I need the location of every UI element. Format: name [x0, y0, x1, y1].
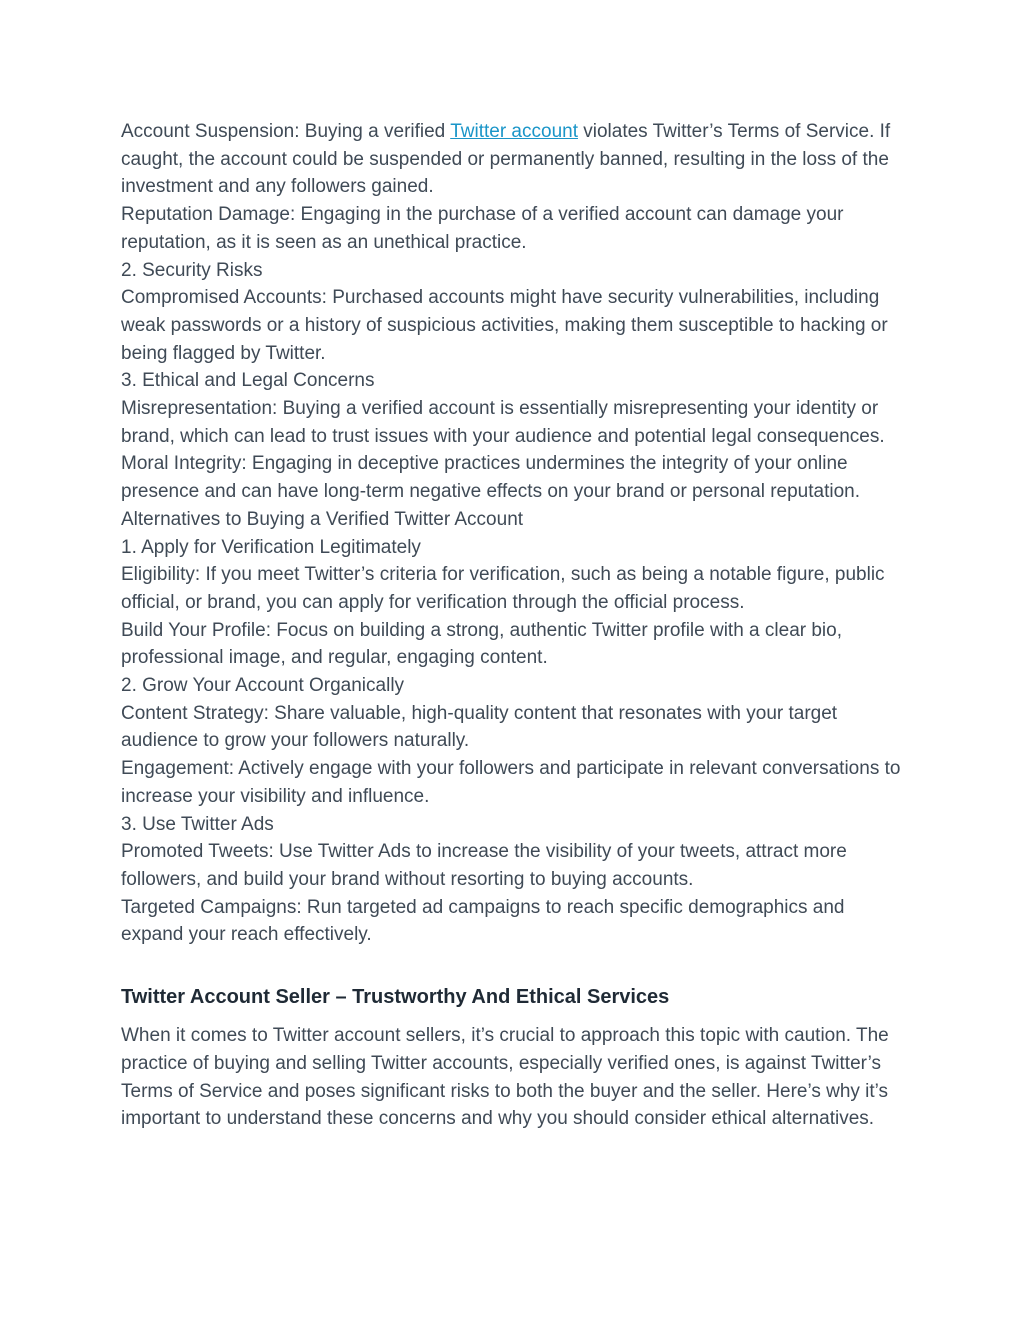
subheading-grow-organically: 2. Grow Your Account Organically — [121, 675, 405, 697]
paragraph-moral-integrity: Moral Integrity: Engaging in deceptive practices undermines the integrity of your online presence and can have long-term negative effects on your brand or personal reputation. — [121, 453, 861, 503]
paragraph-misrepresentation: Misrepresentation: Buying a verified account is essentially misrepresenting your identity or brand, which can lead to trust issues with your audience and potential legal consequences. — [121, 398, 885, 447]
paragraph-targeted-campaigns: Targeted Campaigns: Run targeted ad campaigns to reach specific demographics and expand your reach effectively. — [121, 896, 845, 946]
subheading-apply-verification: 1. Apply for Verification Legitimately — [121, 536, 421, 558]
section-heading: Twitter Account Seller – Trustworthy And Ethical Services — [121, 986, 670, 1009]
subheading-alternatives: Alternatives to Buying a Verified Twitter Account — [121, 508, 524, 530]
section-body-paragraph: When it comes to Twitter account sellers, it’s crucial to approach this topic with caution. The practice of buying and selling Twitter accounts, especially verified ones, is against Twitter’s Terms of Service and poses significant risks to both the buyer and the seller. Here’s why it’s important to understand these concerns and why you should consider ethical alternatives. — [121, 1025, 889, 1130]
paragraph-promoted-tweets: Promoted Tweets: Use Twitter Ads to increase the visibility of your tweets, attract more followers, and build your brand without resorting to buying accounts. — [121, 841, 847, 890]
paragraph-build-profile: Build Your Profile: Focus on building a strong, authentic Twitter profile with a clear bio, professional image, and regular, engaging content. — [121, 619, 842, 669]
paragraph-engagement: Engagement: Actively engage with your followers and participate in relevant conversations to increase your visibility and influence. — [121, 758, 901, 807]
paragraph-text: violates Twitter’s Terms of Service. If caught, the account could be suspended or permanently banned, resulting in the loss of the investment and any followers gained. — [121, 121, 891, 198]
twitter-account-link[interactable]: Twitter account — [450, 121, 578, 142]
subheading-security-risks: 2. Security Risks — [121, 259, 263, 281]
paragraph-compromised-accounts: Compromised Accounts: Purchased accounts might have security vulnerabilities, including weak passwords or a history of suspicious activities, making them susceptible to hacking or being flagged by Twitter. — [121, 287, 888, 364]
paragraph-account-suspension — [121, 118, 911, 201]
subheading-ethical-legal: 3. Ethical and Legal Concerns — [121, 370, 375, 392]
subheading-twitter-ads: 3. Use Twitter Ads — [121, 813, 274, 835]
paragraph-text: Account Suspension: Buying a verified — [121, 121, 451, 142]
paragraph-eligibility: Eligibility: If you meet Twitter’s criteria for verification, such as being a notable figure, public official, or brand, you can apply for verification through the official process. — [121, 564, 885, 613]
paragraph-reputation-damage: Reputation Damage: Engaging in the purchase of a verified account can damage your reputation, as it is seen as an unethical practice. — [121, 204, 844, 253]
paragraph-content-strategy: Content Strategy: Share valuable, high-quality content that resonates with your target audience to grow your followers naturally. — [121, 702, 838, 752]
document-page — [121, 118, 911, 1133]
